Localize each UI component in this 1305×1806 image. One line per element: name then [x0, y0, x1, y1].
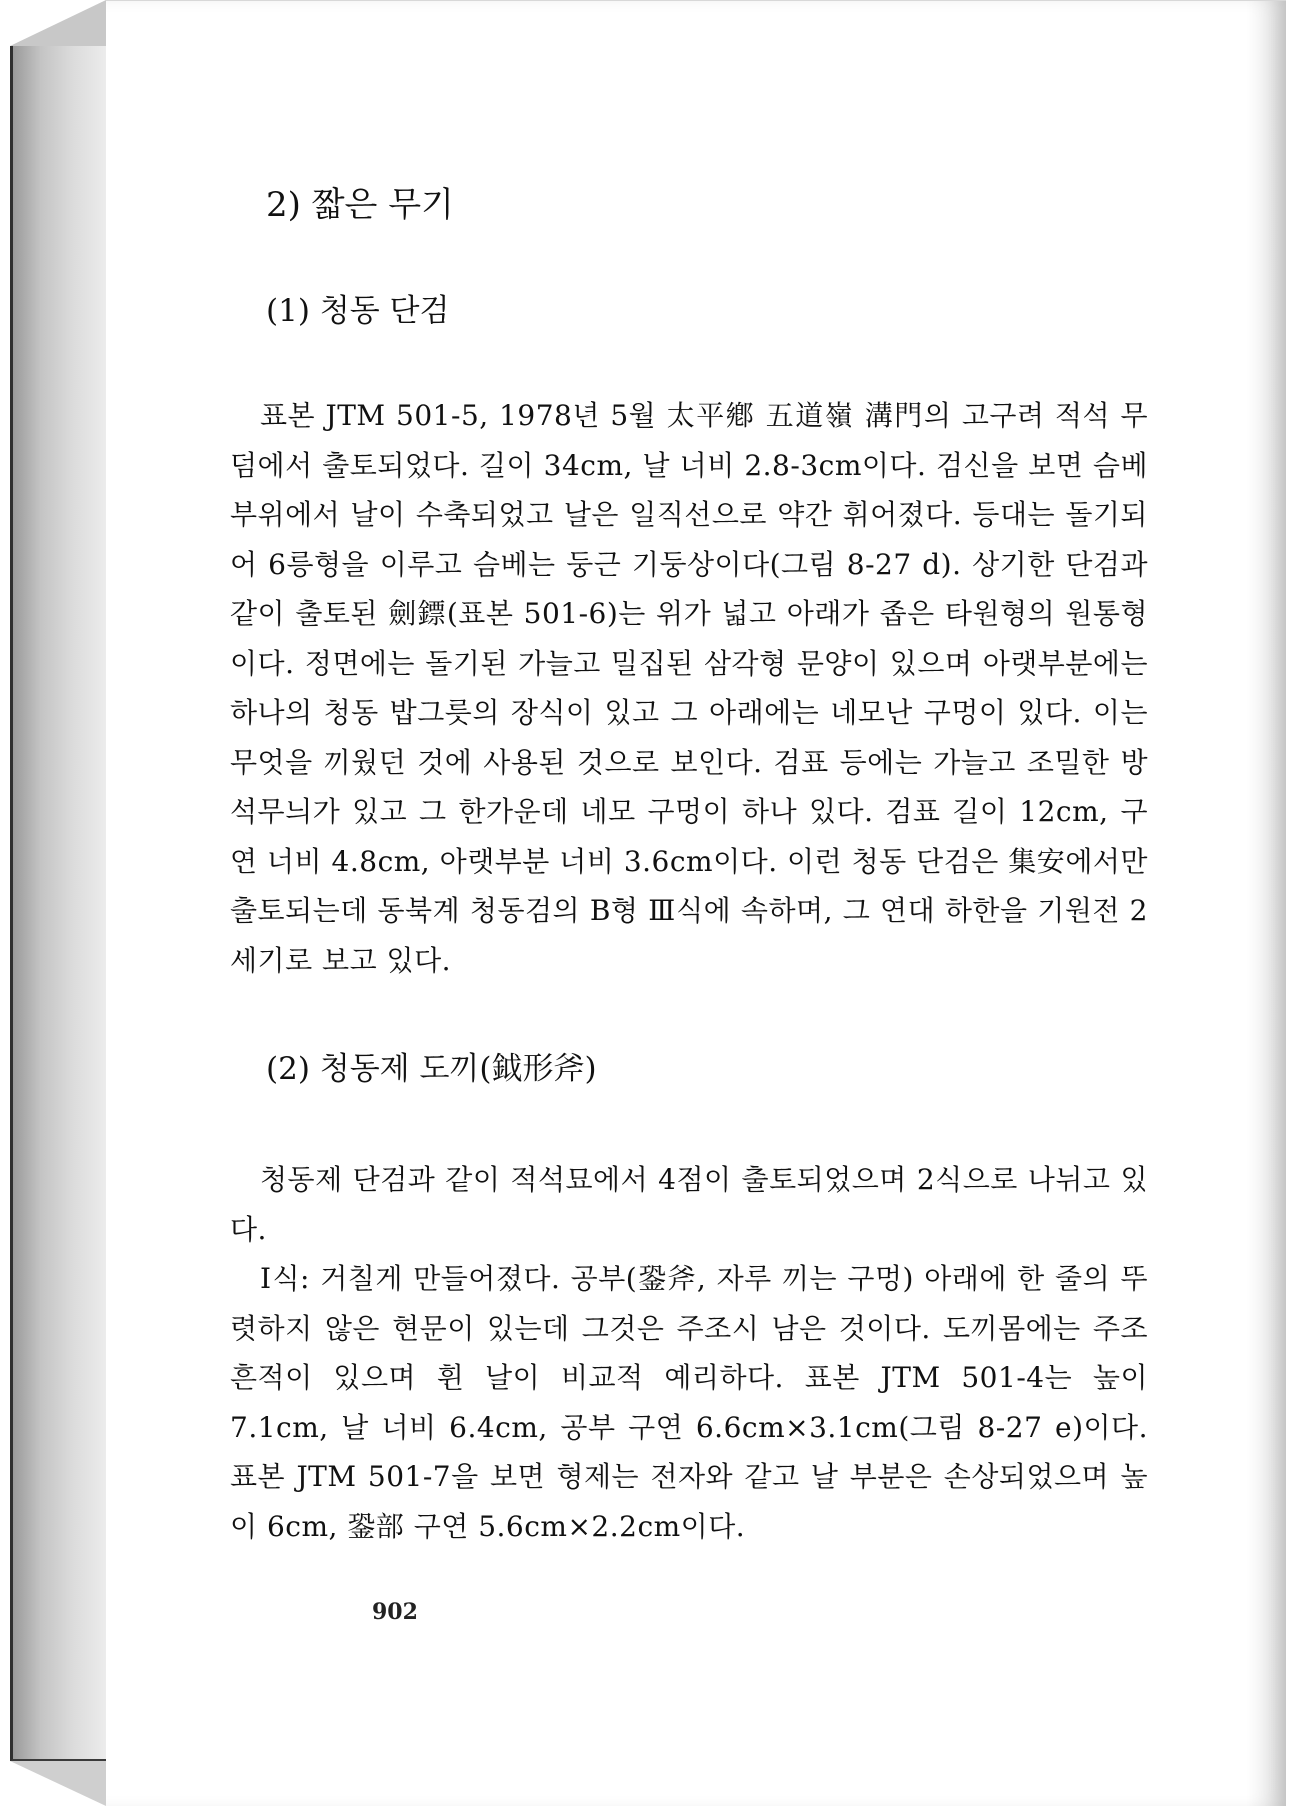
subsection-title-1: (1) 청동 단검	[266, 293, 450, 329]
book-page	[106, 0, 1286, 1806]
book-bottom-bevel	[10, 1761, 106, 1806]
paragraph-axe-intro: 청동제 단검과 같이 적석묘에서 4점이 출토되었으며 2식으로 나뉘고 있다.	[230, 1163, 1148, 1246]
page-number: 902	[372, 1599, 418, 1625]
paragraph-axe-type1: Ⅰ식: 거칠게 만들어졌다. 공부(銎斧, 자루 끼는 구멍) 아래에 한 줄의 뚜렷하지 않은 현문이 있는데 그것은 주조시 남은 것이다. 도끼몸에는 주조 흔적이 있으며 휜 날이 비교적 예리하다. 표본 JTM 501-4는 높이 7.1cm, 날 너비 6.4cm, 공부 구연 6.6cm×3.1cm(그림 8-27 e)이다. 표본 JTM 501-7을 보면 형제는 전자와 같고 날 부분은 손상되었으며 높이 6cm, 銎部 구연 5.6cm×2.2cm이다.	[230, 1262, 1148, 1543]
paragraph-dagger: 표본 JTM 501-5, 1978년 5월 太平鄕 五道嶺 溝門의 고구려 적석 무덤에서 출토되었다. 길이 34cm, 날 너비 2.8-3cm이다. 검신을 보면 슴베 부위에서 날이 수축되었고 날은 일직선으로 약간 휘어졌다. 등대는 돌기되어 6릉형을 이루고 슴베는 둥근 기둥상이다(그림 8-27 d). 상기한 단검과 같이 출토된 劍鏢(표본 501-6)는 위가 넓고 아래가 좁은 타원형의 원통형이다. 정면에는 돌기된 가늘고 밀집된 삼각형 문양이 있으며 아랫부분에는 하나의 청동 밥그릇의 장식이 있고 그 아래에는 네모난 구멍이 있다. 이는 무엇을 끼웠던 것에 사용된 것으로 보인다. 검표 등에는 가늘고 조밀한 방석무늬가 있고 그 한가운데 네모 구멍이 하나 있다. 검표 길이 12cm, 구연 너비 4.8cm, 아랫부분 너비 3.6cm이다. 이런 청동 단검은 集安에서만 출토되는데 동북계 청동검의 B형 Ⅲ식에 속하며, 그 연대 하한을 기원전 2세기로 보고 있다.	[230, 399, 1148, 977]
page-edge-shadow	[1246, 1, 1286, 1806]
book-spine	[10, 46, 106, 1761]
section-title: 2) 짧은 무기	[266, 185, 454, 225]
page-content	[230, 181, 1148, 1551]
subsection-title-2: (2) 청동제 도끼(鉞形斧)	[266, 1051, 597, 1087]
book-top-bevel	[10, 0, 106, 46]
